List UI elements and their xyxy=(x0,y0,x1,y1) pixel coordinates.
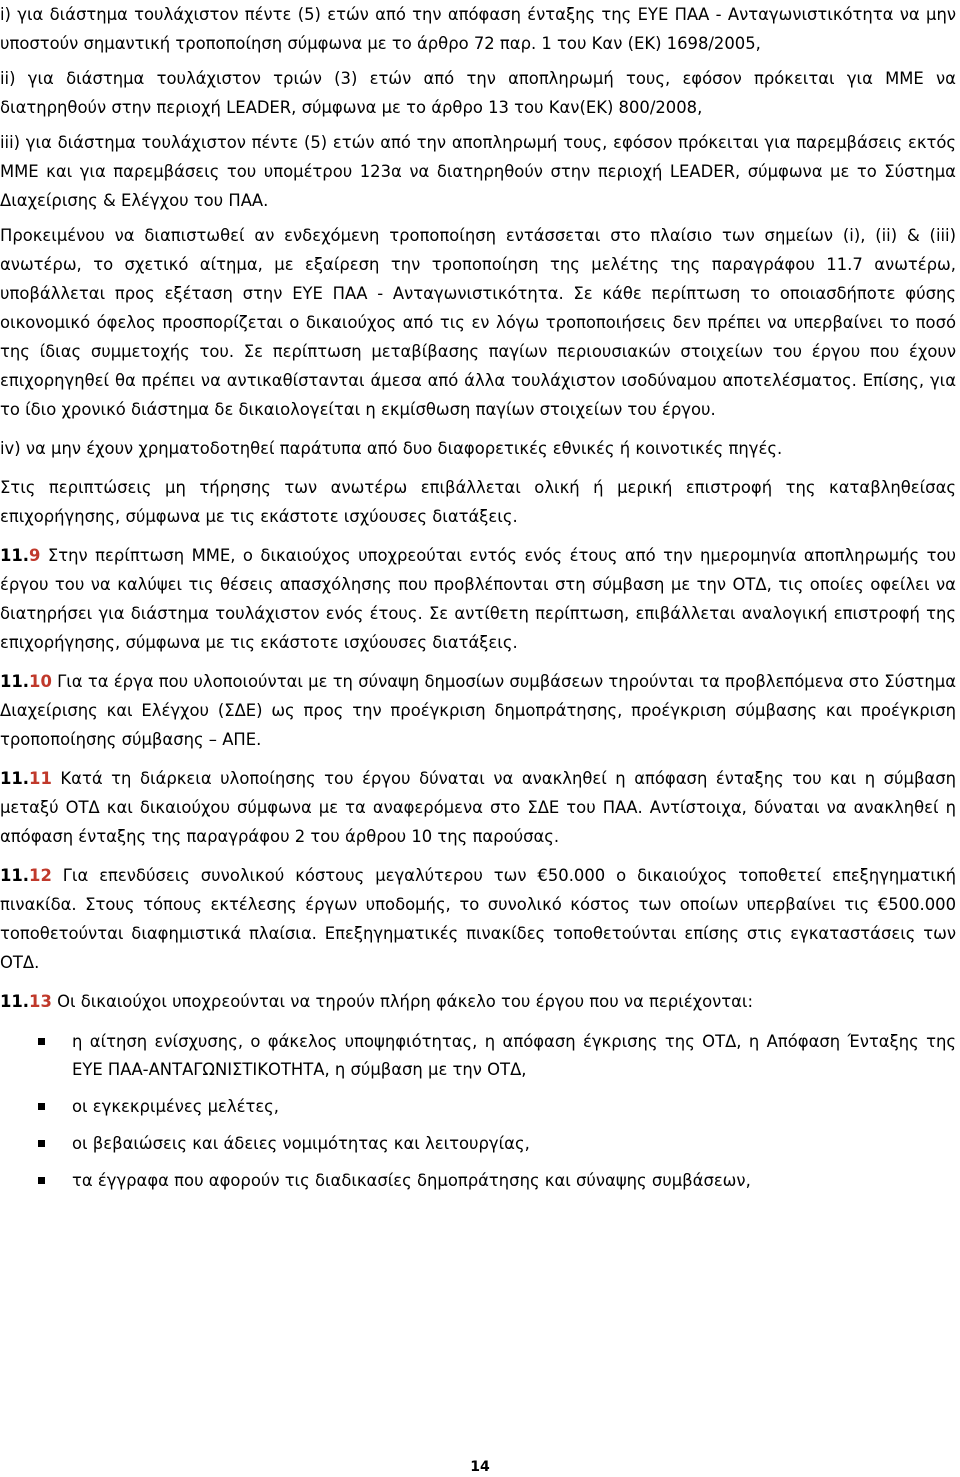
square-bullet-icon xyxy=(38,1177,45,1184)
section-number-major: 11. xyxy=(0,672,30,691)
square-bullet-icon xyxy=(38,1103,45,1110)
section-number-major: 11. xyxy=(0,546,30,565)
list-item-text: οι εγκεκριμένες μελέτες, xyxy=(72,1097,280,1116)
section-11-11 xyxy=(0,764,956,851)
page-number: 14 xyxy=(470,1459,490,1475)
section-text: Οι δικαιούχοι υποχρεούνται να τηρούν πλήρη φάκελο του έργου που να περιέχονται: xyxy=(51,992,753,1011)
list-item-text: τα έγγραφα που αφορούν τις διαδικασίες δημοπράτησης και σύναψης συμβάσεων, xyxy=(72,1171,751,1190)
section-number-major: 11. xyxy=(0,866,30,885)
list-item-text: η αίτηση ενίσχυσης, ο φάκελος υποψηφιότητας, η απόφαση έγκρισης της ΟΤΔ, η Απόφαση Ένταξης της ΕΥΕ ΠΑΑ-ΑΝΤΑΓΩΝΙΣΤΙΚΟΤΗΤΑ, η σύμβαση με την ΟΤΔ, xyxy=(72,1032,956,1079)
paragraph-ii: ii) για διάστημα τουλάχιστον τριών (3) ετών από την αποπληρωμή τους, εφόσον πρόκειται για ΜΜΕ να διατηρηθούν στην περιοχή LEADER, σύμφωνα με το άρθρο 13 του Καν(ΕΚ) 800/2008, xyxy=(0,69,956,117)
paragraph-non-compliance: Στις περιπτώσεις μη τήρησης των ανωτέρω επιβάλλεται ολική ή μερική επιστροφή της καταβληθείσας επιχορήγησης, σύμφωνα με τις εκάστοτε ισχύουσες διατάξεις. xyxy=(0,478,956,526)
section-number-major: 11. xyxy=(0,769,30,788)
section-11-9 xyxy=(0,541,956,657)
section-text: Κατά τη διάρκεια υλοποίησης του έργου δύναται να ανακληθεί η απόφαση ένταξης του και η σύμβαση μεταξύ ΟΤΔ και δικαιούχου σύμφωνα με τα αναφερόμενα στο ΣΔΕ του ΠΑΑ. Αντίστοιχα, δύναται να ανακληθεί η απόφαση ένταξης της παραγράφου 2 του άρθρου 10 της παρούσας. xyxy=(0,769,956,846)
section-number-minor: 10 xyxy=(29,672,52,691)
list-item xyxy=(0,1130,956,1158)
list-item-text: οι βεβαιώσεις και άδειες νομιμότητας και λειτουργίας, xyxy=(72,1134,530,1153)
list-item xyxy=(0,1167,956,1195)
section-number-minor: 12 xyxy=(29,866,52,885)
section-number-major: 11. xyxy=(0,992,30,1011)
section-11-12 xyxy=(0,861,956,977)
list-item xyxy=(0,1093,956,1121)
section-text: Για επενδύσεις συνολικού κόστους μεγαλύτερου των €50.000 ο δικαιούχος τοποθετεί επεξηγηματική πινακίδα. Στους τόπους εκτέλεσης έργων υποδομής, το συνολικό κόστος των οποίων υπερβαίνει τις €500.000 τοποθετούνται διαφημιστικά πλαίσια. Επεξηγηματικές πινακίδες τοποθετούνται επίσης στις εγκαταστάσεις των ΟΤΔ. xyxy=(0,866,956,972)
file-contents-list xyxy=(0,1028,956,1195)
paragraph-modification: Προκειμένου να διαπιστωθεί αν ενδεχόμενη τροποποίηση εντάσσεται στο πλαίσιο των σημείων (i), (ii) & (iii) ανωτέρω, το σχετικό αίτημα, με εξαίρεση την τροποποίηση της μελέτης της παραγράφου 11.7 ανωτέρω, υποβάλλεται προς εξέταση στην ΕΥΕ ΠΑΑ - Ανταγωνιστικότητα. Σε κάθε περίπτωση το οποιασδήποτε φύσης οικονομικό όφελος προσπορίζεται ο δικαιούχος από τις εν λόγω τροποποιήσεις δεν πρέπει να υπερβαίνει το ποσό της ίδιας συμμετοχής του. Σε περίπτωση μεταβίβασης παγίων περιουσιακών στοιχείων του έργου που έχουν επιχορηγηθεί θα πρέπει να αντικαθίστανται άμεσα από άλλα τουλάχιστον ισοδύναμου αποτελέσματος. Επίσης, για το ίδιο χρονικό διάστημα δε δικαιολογείται η εκμίσθωση παγίων στοιχείων του έργου. xyxy=(0,226,956,419)
paragraph-iii: iii) για διάστημα τουλάχιστον πέντε (5) ετών από την αποπληρωμή τους, εφόσον πρόκειται για παρεμβάσεις εκτός ΜΜΕ και για παρεμβάσεις του υπομέτρου 123α να διατηρηθούν στην περιοχή LEADER, σύμφωνα με το Σύστημα Διαχείρισης & Ελέγχου του ΠΑΑ. xyxy=(0,133,956,210)
section-11-10 xyxy=(0,667,956,754)
section-text: Για τα έργα που υλοποιούνται με τη σύναψη δημοσίων συμβάσεων τηρούνται τα προβλεπόμενα στο Σύστημα Διαχείρισης και Ελέγχου (ΣΔΕ) ως προς την προέγκριση δημοπράτησης, προέγκριση σύμβασης και προέγκριση τροποποίησης σύμβασης – ΑΠΕ. xyxy=(0,672,956,749)
section-number-minor: 11 xyxy=(29,769,52,788)
square-bullet-icon xyxy=(38,1038,45,1045)
section-number-minor: 13 xyxy=(29,992,52,1011)
section-number-minor: 9 xyxy=(29,546,41,565)
paragraph-i: i) για διάστημα τουλάχιστον πέντε (5) ετών από την απόφαση ένταξης της ΕΥΕ ΠΑΑ - Ανταγωνιστικότητα να μην υποστούν σημαντική τροποποίηση σύμφωνα με το άρθρο 72 παρ. 1 του Καν (ΕΚ) 1698/2005, xyxy=(0,5,956,53)
square-bullet-icon xyxy=(38,1140,45,1147)
paragraph-iv: iv) να μην έχουν χρηματοδοτηθεί παράτυπα από δυο διαφορετικές εθνικές ή κοινοτικές πηγές. xyxy=(0,439,783,458)
section-11-13 xyxy=(0,987,956,1016)
list-item xyxy=(0,1028,956,1084)
section-text: Στην περίπτωση ΜΜΕ, ο δικαιούχος υποχρεούται εντός ενός έτους από την ημερομηνία αποπληρωμής του έργου του να καλύψει τις θέσεις απασχόλησης που προβλέπονται στη σύμβαση με την ΟΤΔ, τις οποίες οφείλει να διατηρήσει για διάστημα τουλάχιστον ενός έτους. Σε αντίθετη περίπτωση, επιβάλλεται αναλογική επιστροφή της επιχορήγησης, σύμφωνα με τις εκάστοτε ισχύουσες διατάξεις. xyxy=(0,546,956,652)
